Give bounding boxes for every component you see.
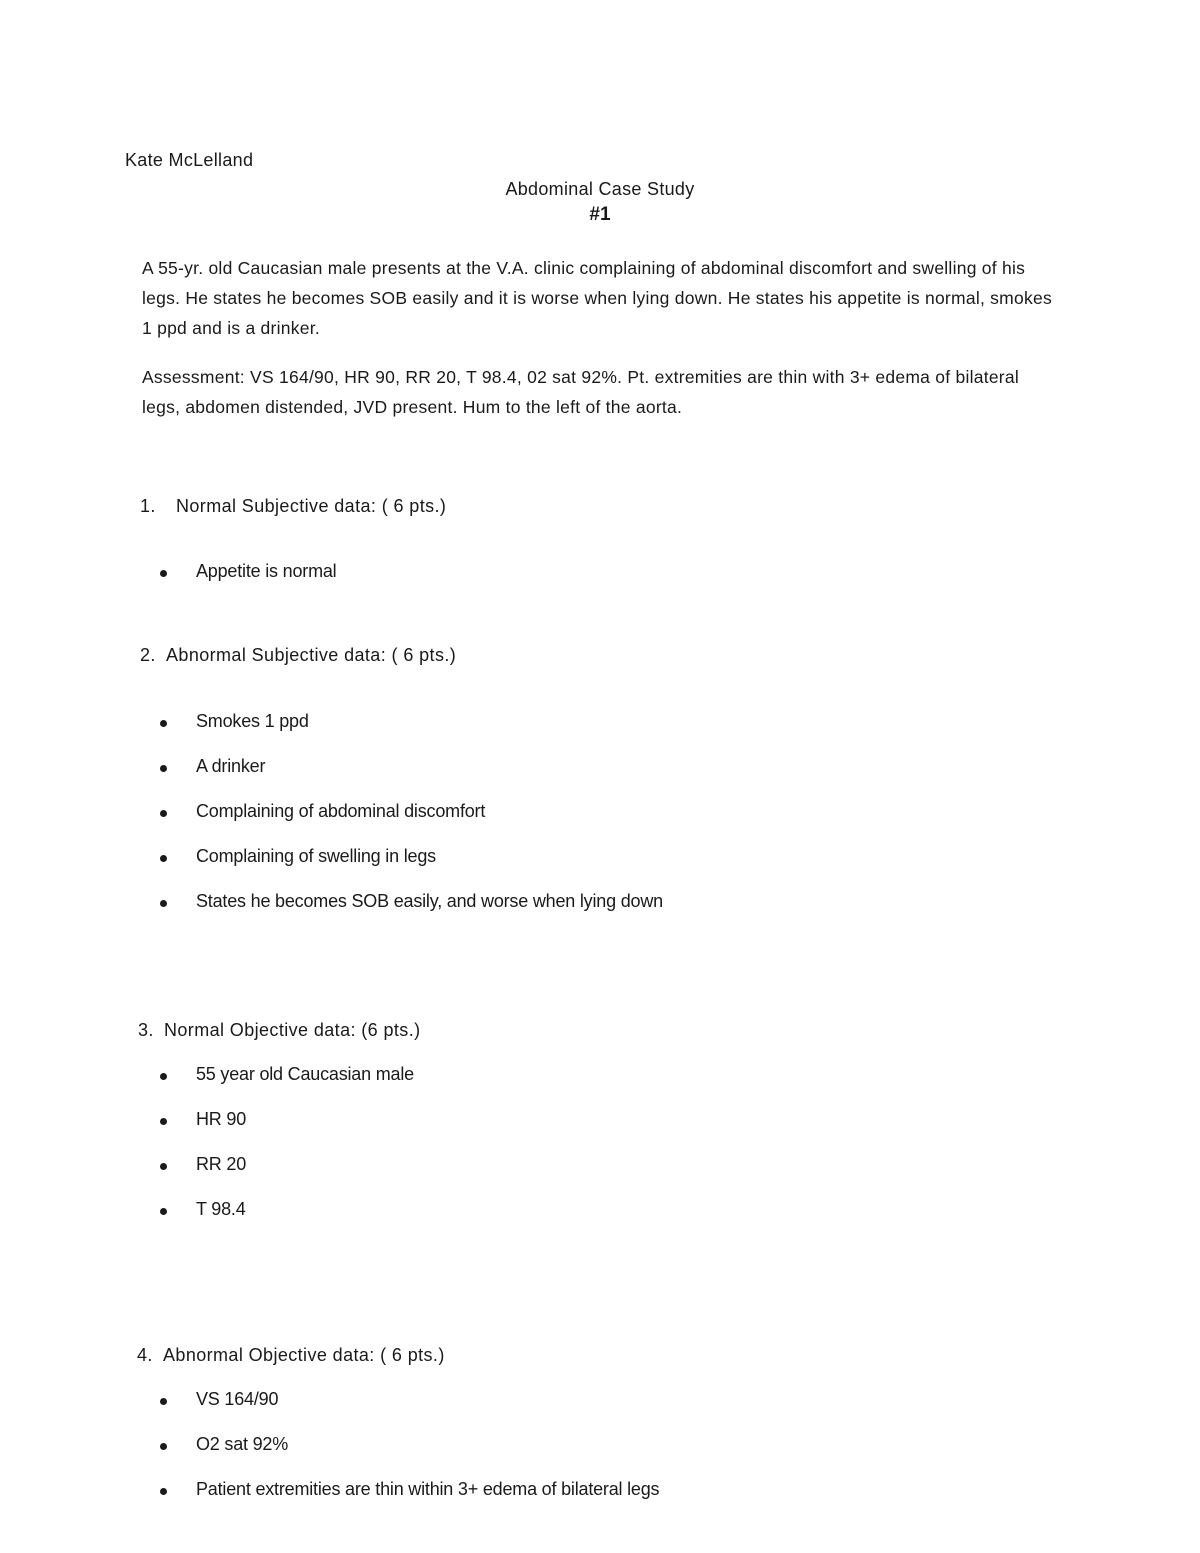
list-item [0,1199,1200,1223]
list-item-text: T 98.4 [196,1199,246,1219]
section-heading-abnormal-objective [137,1345,445,1366]
section-heading-text: Abnormal Subjective data: ( 6 pts.) [166,645,457,665]
section-heading-text: Normal Objective data: (6 pts.) [164,1020,421,1040]
bullet-icon [160,1073,167,1080]
list-item [0,801,1200,825]
bullet-icon [160,1443,167,1450]
bullet-icon [160,1163,167,1170]
bullet-icon [160,1488,167,1495]
section-number: 1. [140,496,156,516]
bullet-icon [160,720,167,727]
bullet-icon [160,810,167,817]
list-item [0,846,1200,870]
list-item-text: 55 year old Caucasian male [196,1064,414,1084]
section-number: 2. [140,645,156,665]
bullet-icon [160,900,167,907]
list-item [0,1064,1200,1088]
list-item-text: HR 90 [196,1109,247,1129]
list-item [0,711,1200,735]
list-item-text: O2 sat 92% [196,1434,289,1454]
bullet-icon [160,1398,167,1405]
list-item [0,561,1200,585]
list-item-text: Complaining of abdominal discomfort [196,801,486,821]
section-number: 4. [137,1345,153,1365]
section-heading-text: Normal Subjective data: ( 6 pts.) [176,496,447,516]
list-item-text: Appetite is normal [196,561,337,581]
bullet-icon [160,1118,167,1125]
author-name: Kate McLelland [125,150,254,170]
section-heading-abnormal-subjective [140,645,456,666]
bullet-icon [160,765,167,772]
case-number: #1 [589,204,611,225]
list-item [0,1434,1200,1458]
list-item [0,1154,1200,1178]
assessment-paragraph: Assessment: VS 164/90, HR 90, RR 20, T 98.4, 02 sat 92%. Pt. extremities are thin with 3+ edema of bilateral legs, abdomen distended, JVD present. Hum to the left of the aorta. [142,367,1019,417]
section-heading-text: Abnormal Objective data: ( 6 pts.) [163,1345,445,1365]
list-item [0,756,1200,780]
list-item [0,1389,1200,1413]
list-item-text: A drinker [196,756,266,776]
section-number: 3. [138,1020,154,1040]
list-item-text: Patient extremities are thin within 3+ edema of bilateral legs [196,1479,660,1499]
bullet-icon [160,855,167,862]
list-item-text: Complaining of swelling in legs [196,846,436,866]
list-item-text: States he becomes SOB easily, and worse when lying down [196,891,663,911]
bullet-icon [160,570,167,577]
list-item-text: VS 164/90 [196,1389,279,1409]
list-item-text: Smokes 1 ppd [196,711,309,731]
list-item [0,1479,1200,1503]
case-scenario-paragraph: A 55-yr. old Caucasian male presents at the V.A. clinic complaining of abdominal discomfort and swelling of his legs. He states he becomes SOB easily and it is worse when lying down. He states his appetite is normal, smokes 1 ppd and is a drinker. [142,258,1052,338]
document-title: Abdominal Case Study [505,179,695,199]
section-heading-normal-subjective [140,496,446,517]
bullet-icon [160,1208,167,1215]
list-item [0,1109,1200,1133]
section-heading-normal-objective [138,1020,421,1041]
list-item-text: RR 20 [196,1154,247,1174]
list-item [0,891,1200,915]
